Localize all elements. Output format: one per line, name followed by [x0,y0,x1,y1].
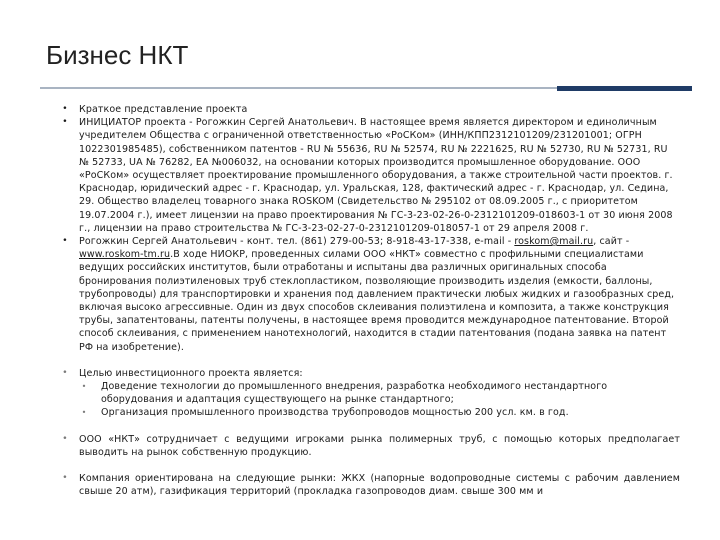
bullet-icon: • [62,236,68,247]
bullet-icon: • [62,367,68,378]
list-item-initiator [60,116,680,235]
list-item-contacts [60,235,680,354]
slide-title: Бизнес НКТ [46,40,189,70]
list-item-partners [60,433,680,459]
list-item-markets [60,472,680,498]
bullet-icon: • [62,433,68,444]
email-link[interactable]: roskom@mail.ru [514,236,594,248]
bullet-icon: • [62,104,68,114]
item-text-after: .В ходе НИОКР, проведенных силами ООО «НКТ» совместно с профильными специалистами ведущих российских институтов, были отработаны и испытаны два различных оригинальных способа бронирования полиэтиленовых труб стеклопластиком, позволяющие производить изделия (емкости, баллоны, трубопроводы) для транспортировки и хранения под давлением практически любых жидких и газообразных сред, включая высоко агрессивные. Один из двух способов склеивания полиэтилена и композита, а также конструкция трубы, запатентованы, патенты получены, в настоящее время проводится международное патентование. Второй способ склеивания, с применением нанотехнологий, находится в стадии патентования (подана заявка на патент РФ на изобретение). [79,249,675,353]
item-text: ИНИЦИАТОР проекта - Рогожкин Сергей Анатольевич. В настоящее время является директором и единоличным учредителем Общества с ограниченной ответственностью «РоСКом» (ИНН/КПП2312101209/231201001; ОГРН 1022301985485), собственником патентов - RU № 55636, RU № 52574, RU № 2221625, RU № 52730, RU № 52731, RU № 52733, UA № 76282, EA №006032, на основании которых производится промышленное оборудование. ООО «РоСКом» осуществляет проектирование промышленного оборудования, а также строительной части проектов. г. Краснодар, юридический адрес - г. Краснодар, ул. Уральская, 128, фактический адрес - г. Краснодар, ул. Седина, 29. Общество владелец товарного знака ROSKOM (Свидетельство № 295102 от 08.09.2005 г., с приоритетом 19.07.2004 г.), имеет лицензии на право проектирования № ГС-3-23-02-26-0-2312101209-018603-1 от 30 июня 2008 г., лицензии на право строительства № ГС-3-23-02-27-0-2312101209-018057-1 от 29 апреля 2008 г. [79,117,673,234]
sub-bullet-icon: • [81,408,87,418]
item-text-middle: , сайт - [593,236,630,248]
sub-item [79,406,680,419]
list-item-summary [60,103,680,116]
sub-item [79,380,680,406]
title-accent-bar [557,86,692,91]
item-text: Компания ориентирована на следующие рынки: ЖКХ (напорные водопроводные системы с рабочим давлением свыше 20 атм), газификация территорий (прокладка газопроводов диам. свыше 300 мм и [79,473,680,498]
bullet-icon: • [62,117,68,128]
item-text-before: Рогожкин Сергей Анатольевич - конт. тел. (861) 279-00-53; 8-918-43-17-338, e-mail - [79,236,515,248]
sub-bullet-icon: • [81,382,87,392]
item-text: Краткое представление проекта [79,104,248,115]
item-text: ООО «НКТ» сотрудничает с ведущими игроками рынка полимерных труб, с помощью которых предполагает выводить на рынок собственную продукцию. [79,433,680,458]
sub-item-text: Организация промышленного производства трубопроводов мощностью 200 усл. км. в год. [101,407,569,419]
list-item-goals [60,367,680,420]
bullet-icon: • [62,473,68,484]
item-text: Целью инвестиционного проекта является: [79,367,303,379]
slide-body [60,103,680,498]
website-link[interactable]: www.roskom-tm.ru [79,249,171,261]
sub-item-text: Доведение технологии до промышленного внедрения, разработка необходимого нестандартного оборудования и адаптация существующего на рынке стандартного; [101,381,608,406]
